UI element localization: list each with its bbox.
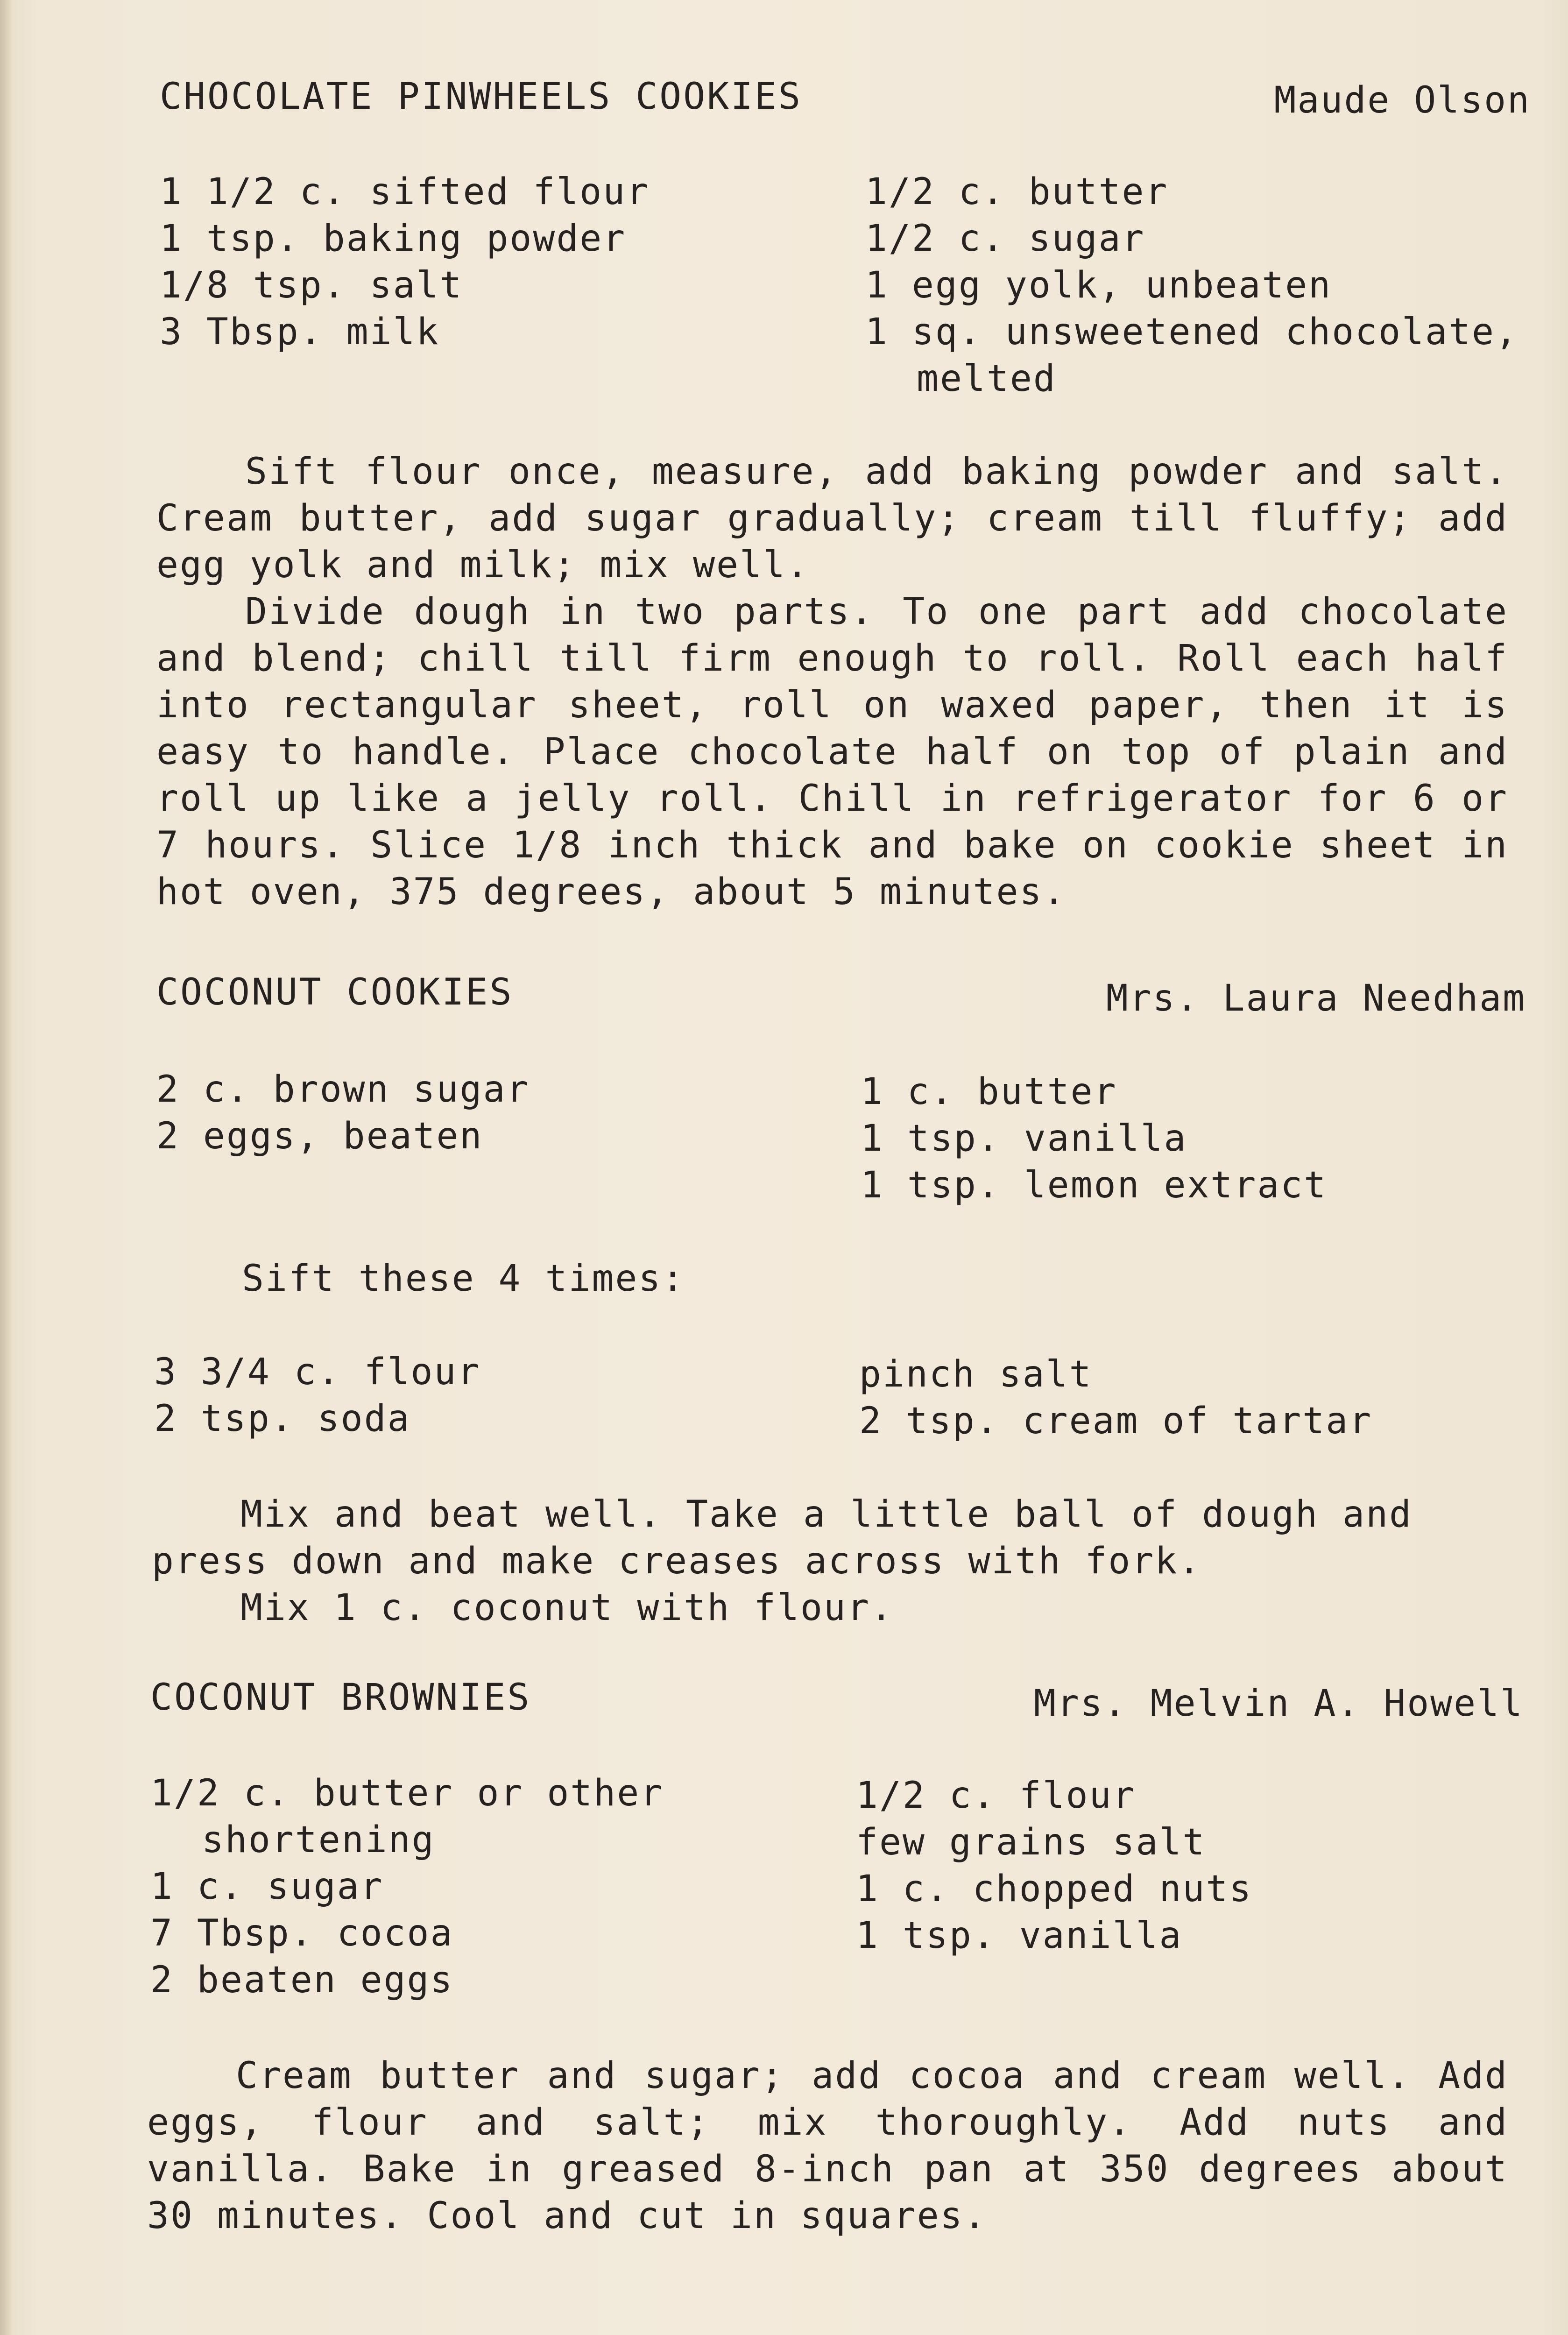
ingredient-left: 2 tsp. soda [154,1398,411,1440]
ingredient-right: 1 tsp. vanilla [856,1915,1183,1957]
recipe-title-coconut-brownies: COCONUT BROWNIES [150,1677,531,1719]
ingredient-left: 3 Tbsp. milk [160,311,440,353]
directions-paragraph: Cream butter and sugar; add cocoa and cream well. Add eggs, flour and salt; mix thoroughly. Add nuts and vanilla. Bake in greased 8-inch pan at 350 degrees about 30 minutes. Cool and cut in squares. [147,2055,1508,2237]
directions-paragraph: Mix 1 c. coconut with flour. [240,1587,894,1629]
ingredient-right: pinch salt [859,1353,1093,1395]
ingredient-left: 1 c. sugar [150,1866,384,1908]
ingredient-left: 1/8 tsp. salt [160,264,463,306]
recipe-directions-pinwheels [156,448,1508,915]
ingredient-left: 2 eggs, beaten [156,1115,483,1157]
recipe-directions-coconut-cookies [152,1491,1413,1631]
page-gutter-shadow [0,0,12,2335]
recipe-title-coconut-cookies: COCONUT COOKIES [156,971,514,1013]
ingredient-right: 1 egg yolk, unbeaten [865,264,1332,306]
ingredient-right: few grains salt [856,1821,1206,1863]
recipe-author-coconut-brownies: Mrs. Melvin A. Howell [1033,1683,1524,1725]
ingredient-right: 1/2 c. butter [865,171,1169,213]
recipe-title-pinwheels: CHOCOLATE PINWHEELS COOKIES [160,76,802,118]
ingredient-left: 1 tsp. baking powder [160,218,627,260]
ingredient-right: 2 tsp. cream of tartar [859,1400,1373,1442]
directions-paragraph: Mix and beat well. Take a little ball of dough and press down and make creases across with fork. [152,1493,1413,1582]
ingredient-right: 1/2 c. sugar [865,218,1145,260]
ingredient-right: 1 c. chopped nuts [856,1868,1253,1910]
ingredient-right: 1 tsp. vanilla [861,1118,1187,1160]
ingredient-left-continued: shortening [202,1819,435,1861]
ingredient-right: 1 c. butter [861,1071,1117,1113]
recipe-author-coconut-cookies: Mrs. Laura Needham [1106,977,1526,1019]
recipe-author-pinwheels: Maude Olson [1274,79,1531,121]
ingredient-right: 1 sq. unsweetened chocolate, [865,311,1519,353]
recipe-directions-coconut-brownies [147,2052,1508,2239]
ingredient-left: 7 Tbsp. cocoa [150,1912,454,1954]
ingredient-right: 1/2 c. flour [856,1775,1136,1817]
directions-paragraph: Sift flour once, measure, add baking powder and salt. Cream butter, add sugar gradually; cream till fluffy; add egg yolk and milk; mix well. [156,451,1508,586]
ingredient-left: 2 beaten eggs [150,1959,454,2001]
ingredient-left: 3 3/4 c. flour [154,1351,481,1393]
ingredient-left: 2 c. brown sugar [156,1068,530,1111]
directions-paragraph: Divide dough in two parts. To one part add chocolate and blend; chill till firm enough to roll. Roll each half into rectangular sheet, roll on waxed paper, then it is easy to handle. Place chocolate half on top of plain and roll up like a jelly roll. Chill in refrigerator for 6 or 7 hours. Slice 1/8 inch thick and bake on cookie sheet in hot oven, 375 degrees, about 5 minutes. [156,591,1508,913]
ingredient-right-continued: melted [917,358,1057,400]
ingredient-right: 1 tsp. lemon extract [861,1164,1328,1206]
sift-instruction: Sift these 4 times: [242,1258,685,1300]
ingredient-left: 1 1/2 c. sifted flour [160,171,650,213]
ingredient-left: 1/2 c. butter or other [150,1772,664,1814]
